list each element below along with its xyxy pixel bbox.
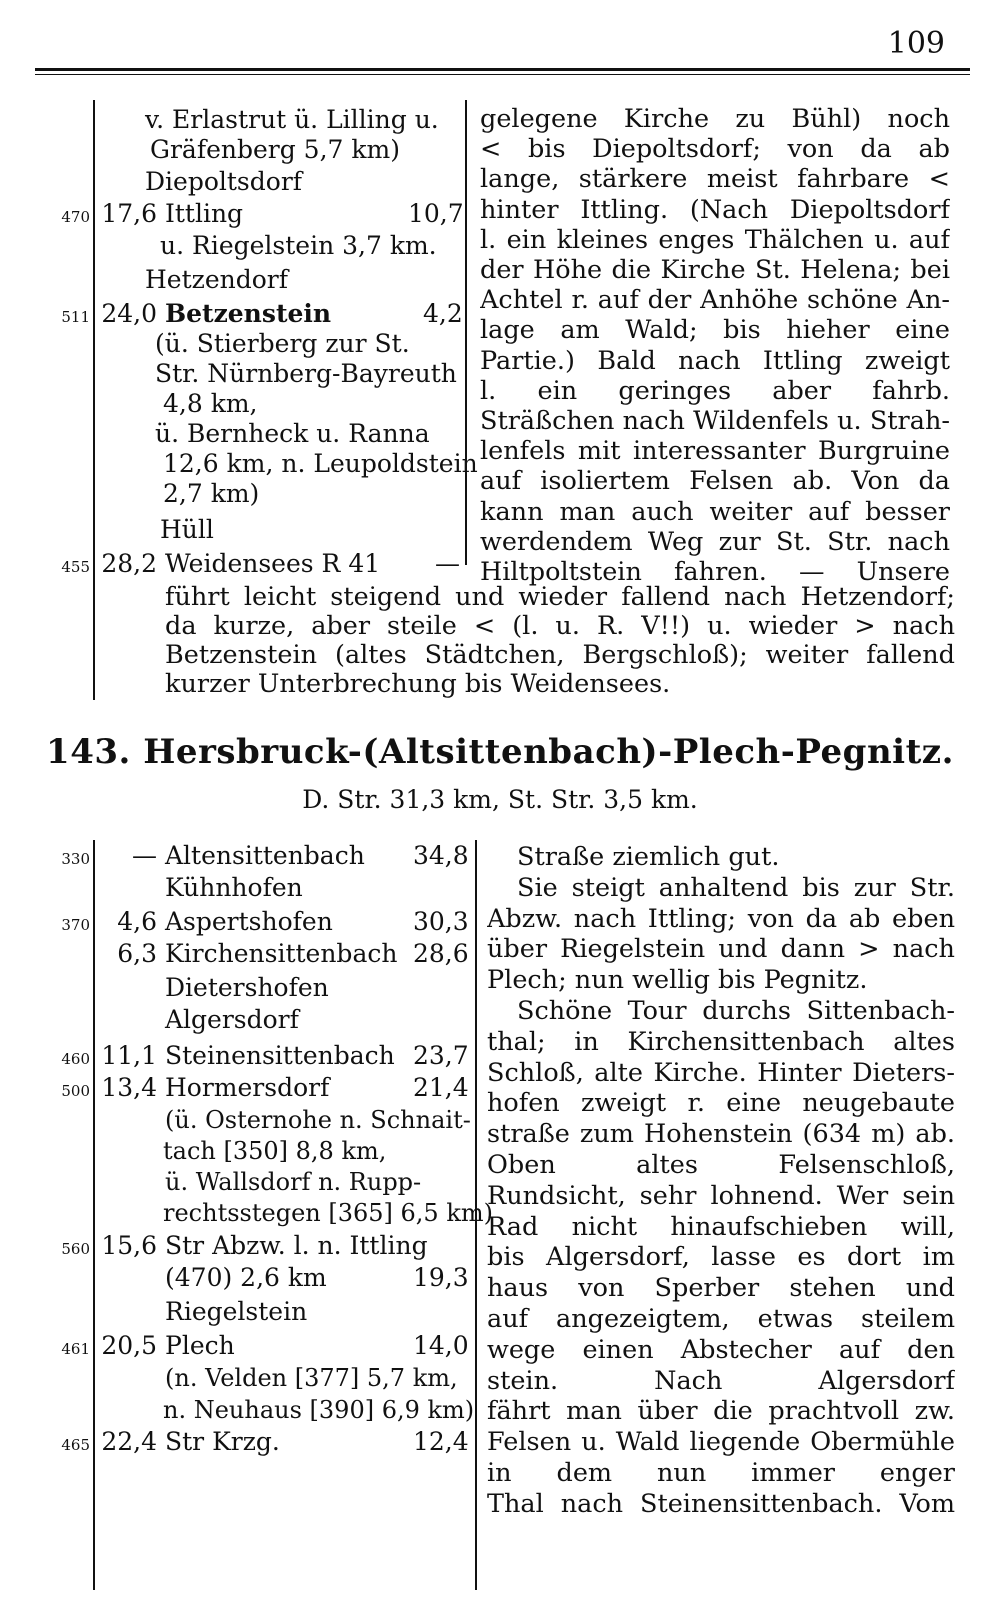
route-note: (n. Velden [377] 5,7 km, <box>165 1364 458 1392</box>
remaining-km: 21,4 <box>413 1073 469 1102</box>
route-row <box>95 872 303 904</box>
km-value: 20,5 <box>101 1331 157 1360</box>
description-line: Abzw. nach Ittling; von da ab eben <box>487 903 955 934</box>
place-name: Hormersdorf <box>165 1073 330 1102</box>
route-note: v. Erlastrut ü. Lilling u. <box>145 105 439 134</box>
elevation: 470 <box>61 208 90 226</box>
description-line: führt leicht steigend und wieder fallend nach Hetzendorf; <box>165 582 955 612</box>
description-line: Achtel r. auf der Anhöhe schöne An- <box>480 285 950 316</box>
km-value: 4,6 <box>117 907 157 936</box>
route-note: n. Neuhaus [390] 6,9 km) <box>163 1396 475 1424</box>
route-note: ü. Bernheck u. Ranna <box>155 419 430 448</box>
remaining-km: 34,8 <box>413 841 469 870</box>
description-line: l. ein geringes aber fahrb. <box>480 375 950 406</box>
description-line: haus von Sperber stehen und <box>487 1273 955 1304</box>
remaining-km: 4,2 <box>423 299 463 328</box>
description-line: Straße ziemlich gut. <box>517 842 780 872</box>
km-value: 11,1 <box>101 1041 157 1070</box>
description-line: Partie.) Bald nach Ittling zweigt <box>480 345 950 376</box>
elevation-column-divider <box>93 100 95 700</box>
route-row <box>95 1426 280 1458</box>
route-subheading: D. Str. 31,3 km, St. Str. 3,5 km. <box>302 785 698 814</box>
description-line: bis Algersdorf, lasse es dort im <box>487 1242 955 1273</box>
place-name: Kühnhofen <box>165 873 303 902</box>
route-note: ü. Wallsdorf n. Rupp- <box>165 1168 422 1196</box>
remaining-km: 10,7 <box>408 199 464 228</box>
place-name: Ittling <box>165 199 244 228</box>
description-line: auf angezeigtem, etwas steilem <box>487 1304 955 1334</box>
elevation: 560 <box>61 1240 90 1258</box>
description-line: Thal nach Steinensittenbach. Vom <box>487 1488 955 1519</box>
description-line: der Höhe die Kirche St. Helena; bei <box>480 255 950 285</box>
remaining-km: 19,3 <box>413 1263 469 1292</box>
route-note: 2,7 km) <box>163 479 260 508</box>
description-line: < bis Diepoltsdorf; von da ab <box>480 134 950 165</box>
route-row <box>95 1296 307 1328</box>
elevation: 330 <box>61 850 90 868</box>
place-name: Hüll <box>160 515 214 544</box>
description-line: kann man auch weiter auf besser <box>480 496 950 527</box>
place-name: Riegelstein <box>165 1297 308 1326</box>
elevation: 455 <box>61 558 90 576</box>
route-row <box>95 1040 395 1072</box>
place-name: Steinensittenbach <box>165 1041 395 1070</box>
header-rule <box>35 68 970 71</box>
description-line: Sie steigt anhaltend bis zur Str. <box>517 872 955 903</box>
route-row <box>95 1072 329 1104</box>
description-line: lange, stärkere meist fahrbare < <box>480 164 950 195</box>
route-note: (ü. Osternohe n. Schnait- <box>165 1106 471 1134</box>
route-row <box>95 938 397 970</box>
description-line: da kurze, aber steile < (l. u. R. V!!) u. wieder > nach <box>165 611 955 641</box>
text-column-divider <box>465 100 467 565</box>
route-note: rechtsstegen [365] 6,5 km) <box>163 1199 493 1227</box>
km-value: 6,3 <box>117 939 157 968</box>
description-line: fährt man über die prachtvoll zw. <box>487 1396 955 1427</box>
description-line: Rad nicht hinaufschieben will, <box>487 1211 955 1242</box>
description-line: Felsen u. Wald liegende Obermühle <box>487 1427 955 1458</box>
route-heading: 143. Hersbruck-(Altsittenbach)-Plech-Pegnitz. <box>46 732 954 772</box>
km-value: 24,0 <box>101 299 157 328</box>
description-line: Rundsicht, sehr lohnend. Wer sein <box>487 1180 955 1211</box>
place-name: Diepoltsdorf <box>145 167 303 196</box>
elevation: 511 <box>61 308 90 326</box>
elevation: 465 <box>61 1436 90 1454</box>
place-name: Plech <box>165 1331 235 1360</box>
route-row <box>95 972 329 1004</box>
description-line: Sträßchen nach Wildenfels u. Strah- <box>480 406 950 436</box>
route-row <box>95 298 331 330</box>
km-value: 13,4 <box>101 1073 157 1102</box>
remaining-km: 28,6 <box>413 939 469 968</box>
elevation: 460 <box>61 1050 90 1068</box>
elevation: 461 <box>61 1340 90 1358</box>
place-name: Str Krzg. <box>165 1427 280 1456</box>
description-line: werdendem Weg zur St. Str. nach <box>480 526 950 557</box>
remaining-km: 30,3 <box>413 907 469 936</box>
route-row <box>95 840 365 872</box>
description-line: Schloß, alte Kirche. Hinter Dieters- <box>487 1057 955 1088</box>
route-row <box>95 548 380 580</box>
description-line: Hiltpoltstein fahren. — Unsere <box>480 557 950 587</box>
page-number: 109 <box>887 26 945 61</box>
description-line: Schöne Tour durchs Sittenbach- <box>517 996 955 1026</box>
description-line: Betzenstein (altes Städtchen, Bergschloß); weiter fallend <box>165 640 955 670</box>
km-value: 15,6 <box>101 1231 157 1260</box>
route-row <box>95 198 243 230</box>
elevation: 370 <box>61 916 90 934</box>
place-name: Weidensees R 41 <box>165 549 381 578</box>
km-value: 17,6 <box>101 199 157 228</box>
description-line: gelegene Kirche zu Bühl) noch <box>480 104 950 134</box>
place-name: Altensittenbach <box>165 841 365 870</box>
description-line: über Riegelstein und dann > nach <box>487 934 955 965</box>
route-note: 12,6 km, n. Leupoldstein <box>163 449 478 478</box>
description-line: l. ein kleines enges Thälchen u. auf <box>480 224 950 255</box>
place-name: Str Abzw. l. n. Ittling <box>165 1231 428 1260</box>
route-row <box>95 1230 428 1262</box>
description-line: in dem nun immer enger <box>487 1458 955 1488</box>
route-note: Str. Nürnberg-Bayreuth <box>155 359 457 388</box>
remaining-km: 12,4 <box>413 1427 469 1456</box>
place-name: Betzenstein <box>165 299 332 328</box>
route-row <box>95 1004 299 1036</box>
remaining-km: 14,0 <box>413 1331 469 1360</box>
place-name: Kirchensittenbach <box>165 939 398 968</box>
route-row <box>95 1330 235 1362</box>
description-line: auf isoliertem Felsen ab. Von da <box>480 466 950 497</box>
km-value: — <box>132 841 157 870</box>
route-row <box>95 906 333 938</box>
place-name: Dietershofen <box>165 973 329 1002</box>
description-line: hofen zweigt r. eine neugebaute <box>487 1088 955 1119</box>
bottom-route-table <box>25 840 975 1590</box>
description-line: lage am Wald; bis hieher eine <box>480 315 950 346</box>
place-name: Hetzendorf <box>145 265 288 294</box>
route-note: 4,8 km, <box>163 389 258 418</box>
km-value: 22,4 <box>101 1427 157 1456</box>
description-line: stein. Nach Algersdorf <box>487 1365 955 1396</box>
route-row <box>95 1262 327 1294</box>
elevation: 500 <box>61 1082 90 1100</box>
description-line: wege einen Abstecher auf den <box>487 1334 955 1365</box>
description-line: thal; in Kirchensittenbach altes <box>487 1026 955 1057</box>
description-line: hinter Ittling. (Nach Diepoltsdorf <box>480 194 950 225</box>
description-line: lenfels mit interessanter Burgruine <box>480 436 950 467</box>
description-line: kurzer Unterbrechung bis Weidensees. <box>165 669 671 699</box>
route-note: Gräfenberg 5,7 km) <box>150 135 400 164</box>
description-line: Plech; nun wellig bis Pegnitz. <box>487 965 868 996</box>
route-note: (ü. Stierberg zur St. <box>155 329 410 358</box>
place-name: (470) 2,6 km <box>165 1263 327 1292</box>
description-line: Oben altes Felsenschloß, <box>487 1150 955 1180</box>
place-name: Aspertshofen <box>165 907 333 936</box>
top-route-table <box>25 100 975 700</box>
km-value: 28,2 <box>101 549 157 578</box>
place-name: Algersdorf <box>165 1005 299 1034</box>
remaining-km: 23,7 <box>413 1041 469 1070</box>
description-line: straße zum Hohenstein (634 m) ab. <box>487 1119 955 1150</box>
header-rule-thin <box>35 74 970 75</box>
route-note: u. Riegelstein 3,7 km. <box>160 231 437 260</box>
remaining-km: — <box>435 549 460 578</box>
route-note: tach [350] 8,8 km, <box>163 1137 387 1165</box>
